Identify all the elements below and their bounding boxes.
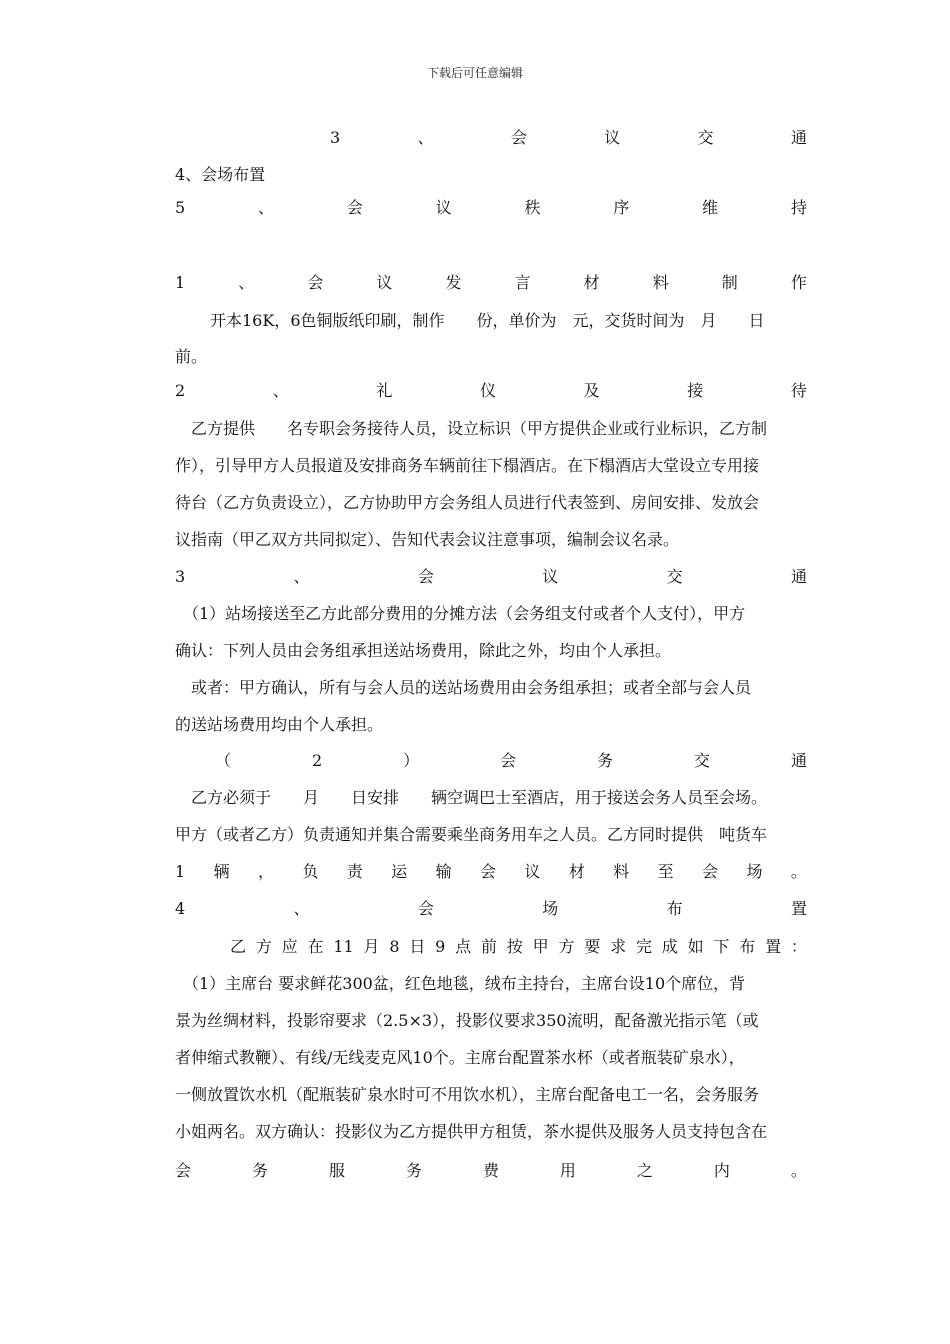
sec4-line-2: 者伸缩式教鞭）、有线/无线麦克风10个。主席台配置茶水杯（或者瓶装矿泉水）， [175, 1048, 745, 1067]
sec3-p3-line-1: 甲方（或者乙方）负责通知并集合需要乘坐商务用车之人员。乙方同时提供 吨货车 [175, 825, 768, 844]
text-token: 及 [583, 381, 600, 400]
text-token: 仪 [480, 381, 497, 400]
text-token: 务 [405, 1161, 422, 1180]
text-token: 交 [666, 567, 683, 586]
sec3-sub2-heading [215, 750, 807, 772]
text-token: 。 [790, 862, 807, 881]
text-token: 应 [281, 937, 298, 956]
sec4-line-5 [175, 1160, 807, 1182]
text-token: 下 [713, 937, 730, 956]
text-token: 场 [542, 899, 559, 918]
text-token: 维 [702, 198, 719, 217]
text-token: 2 [311, 751, 323, 770]
text-token: 制 [721, 273, 738, 292]
text-token: 材 [583, 273, 600, 292]
text-token: 8 [389, 937, 400, 956]
sec1-heading [175, 272, 807, 294]
text-token: 礼 [376, 381, 393, 400]
text-token: 4 [175, 899, 186, 918]
text-token: 负 [302, 862, 319, 881]
text-token: 会 [480, 862, 497, 881]
text-token: 布 [666, 899, 683, 918]
text-token: 置 [765, 937, 782, 956]
text-token: 服 [328, 1161, 345, 1180]
text-token: 议 [542, 567, 559, 586]
sec2-line-1: 作），引导甲方人员报道及安排商务车辆前往下榻酒店。在下榻酒店大堂设立专用接 [175, 456, 760, 475]
text-token: 务 [251, 1161, 268, 1180]
text-token: 方 [255, 937, 272, 956]
text-token: 会 [346, 198, 363, 217]
sec3-p1-line-0: （1）站场接送至乙方此部分费用的分摊方法（会务组支付或者个人支付），甲方 [175, 604, 746, 623]
sec3-p3-line-2 [175, 861, 807, 883]
text-token: 置 [790, 899, 807, 918]
sec4-intro [230, 936, 807, 958]
text-token: 交 [694, 751, 711, 770]
text-token: 、 [272, 381, 289, 400]
text-token: 前 [480, 937, 497, 956]
text-token: 辆 [213, 862, 230, 881]
text-token: 场 [746, 862, 763, 881]
sec3-p2-line-0: 或者：甲方确认，所有与会人员的送站场费用由会务组承担；或者全部与会人员 [175, 678, 752, 697]
sec1-line2: 前。 [175, 347, 208, 366]
text-token: 输 [435, 862, 452, 881]
text-token: 序 [613, 198, 630, 217]
text-token: 、 [417, 128, 434, 147]
sec4-line-4: 小姐两名。双方确认：投影仪为乙方提供甲方租赁，茶水提供及服务人员支持包含在 [175, 1122, 768, 1141]
sec1-line1: 开本16K，6色铜版纸印刷，制作 份，单价为 元，交货时间为 月 日 [210, 311, 765, 330]
text-token: 2 [175, 381, 186, 400]
text-token: 务 [597, 751, 614, 770]
text-token: 、 [238, 273, 255, 292]
text-token: 会 [175, 1161, 192, 1180]
toc-item-3 [330, 127, 807, 149]
text-token: 3 [175, 567, 186, 586]
text-token: 秩 [524, 198, 541, 217]
text-token: 料 [613, 862, 630, 881]
text-token: 通 [790, 751, 807, 770]
text-token: 责 [346, 862, 363, 881]
text-token: 言 [514, 273, 531, 292]
text-token: 1 [175, 273, 186, 292]
text-token: 会 [417, 567, 434, 586]
text-token: 会 [500, 751, 517, 770]
text-token: 通 [790, 128, 807, 147]
sec4-heading [175, 898, 807, 920]
text-token: 会 [417, 899, 434, 918]
text-token: 9 [435, 937, 446, 956]
text-token: 发 [445, 273, 462, 292]
text-token: 乙 [230, 937, 247, 956]
text-token: 议 [604, 128, 621, 147]
text-token: 接 [687, 381, 704, 400]
sec2-line-2: 待台（乙方负责设立），乙方协助甲方会务组人员进行代表签到、房间安排、发放会 [175, 493, 760, 512]
text-token: ： [790, 937, 807, 956]
text-token: 、 [258, 198, 275, 217]
sec3-p2-line-1: 的送站场费用均由个人承担。 [175, 715, 384, 734]
text-token: 完 [635, 937, 652, 956]
text-token: 点 [455, 937, 472, 956]
text-token: 布 [739, 937, 756, 956]
sec3-p1-line-1: 确认：下列人员由会务组承担送站场费用，除此之外，均由个人承担。 [175, 641, 672, 660]
text-token: 。 [790, 1161, 807, 1180]
text-token: 月 [363, 937, 380, 956]
text-token: 至 [657, 862, 674, 881]
text-token: 在 [307, 937, 324, 956]
sec4-line-0: （1）主席台 要求鲜花300盆，红色地毯，绒布主持台，主席台设10个席位，背 [175, 974, 746, 993]
sec4-line-3: 一侧放置饮水机（配瓶装矿泉水时可不用饮水机），主席台配备电工一名，会务服务 [175, 1085, 760, 1104]
text-token: 议 [435, 198, 452, 217]
text-token: 甲 [532, 937, 549, 956]
text-token: 料 [652, 273, 669, 292]
text-token: （ [215, 751, 232, 770]
text-token: 按 [506, 937, 523, 956]
text-token: 成 [661, 937, 678, 956]
text-token: 如 [687, 937, 704, 956]
text-token: 会 [702, 862, 719, 881]
sec2-line-0: 乙方提供 名专职会务接待人员，设立标识（甲方提供企业或行业标识，乙方制 [175, 419, 768, 438]
sec3-heading [175, 566, 807, 588]
text-token: 持 [790, 198, 807, 217]
text-token: 用 [559, 1161, 576, 1180]
sec2-line-3: 议指南（甲乙双方共同拟定）、告知代表会议注意事项，编制会议名录。 [175, 530, 680, 549]
text-token: 3 [330, 128, 341, 147]
text-token: 运 [391, 862, 408, 881]
text-token: 作 [790, 273, 807, 292]
text-token: 会 [510, 128, 527, 147]
text-token: 日 [409, 937, 426, 956]
text-token: 交 [697, 128, 714, 147]
text-token: ） [403, 751, 420, 770]
text-token: 、 [293, 567, 310, 586]
toc-item-4: 4、会场布置 [175, 165, 266, 184]
text-token: 求 [610, 937, 627, 956]
toc-item-5 [175, 197, 807, 219]
text-token: 11 [333, 937, 354, 956]
sec3-p3-line-0: 乙方必须于 月 日安排 辆空调巴士至酒店，用于接送会务人员至会场。 [175, 788, 768, 807]
text-token: 之 [636, 1161, 653, 1180]
text-token: 5 [175, 198, 186, 217]
sec2-heading [175, 380, 807, 402]
text-token: 方 [558, 937, 575, 956]
text-token: 议 [524, 862, 541, 881]
sec4-line-1: 景为丝绸材料，投影帘要求（2.5×3），投影仪要求350流明，配备激光指示笔（或 [175, 1011, 759, 1030]
text-token: 议 [376, 273, 393, 292]
text-token: 、 [293, 899, 310, 918]
text-token: 材 [568, 862, 585, 881]
text-token: 会 [307, 273, 324, 292]
page-header: 下载后可任意编辑 [426, 66, 523, 80]
text-token: 待 [790, 381, 807, 400]
text-token: 1 [175, 862, 186, 881]
text-token: 内 [713, 1161, 730, 1180]
text-token: 通 [790, 567, 807, 586]
text-token: 要 [584, 937, 601, 956]
text-token: ， [257, 862, 274, 881]
text-token: 费 [482, 1161, 499, 1180]
